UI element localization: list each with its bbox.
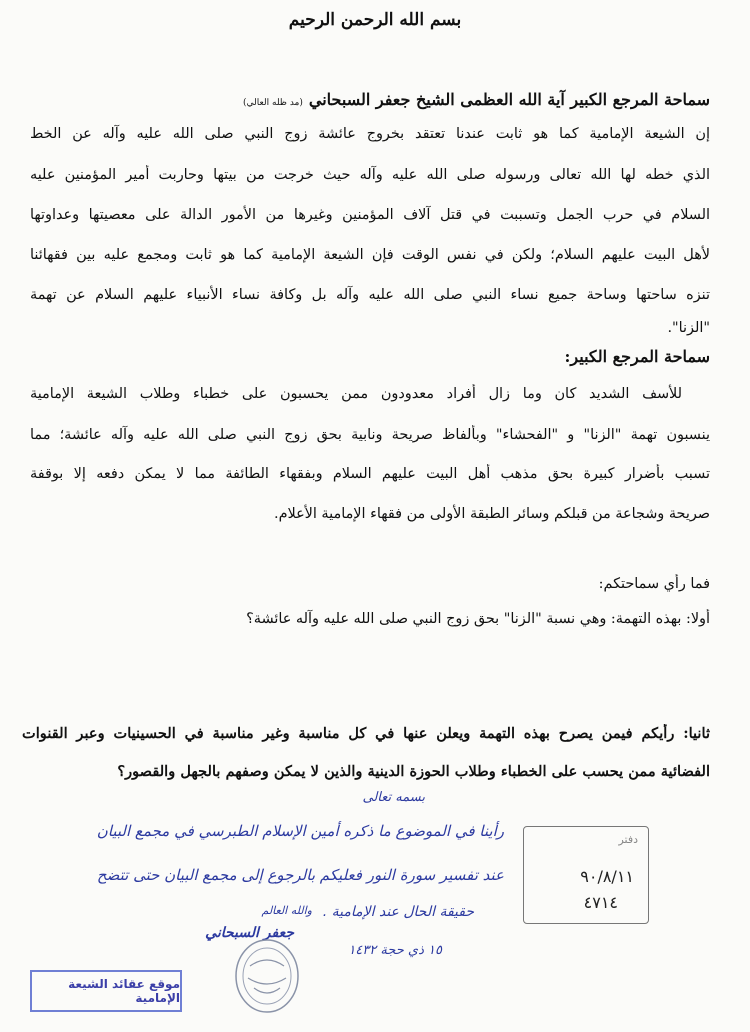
question-two-line: ثانيا: رأيكم فيمن يصرح بهذه التهمة ويعلن عنها في كل مناسبة وغير مناسبة في الحسينيات وعبر القنوات: [22, 725, 710, 742]
site-watermark: موقع عقائد الشيعة الإمامية: [30, 970, 182, 1012]
body-line: للأسف الشديد كان وما زال أفراد معدودون ممن يحسبون على خطباء وطلاب الشيعة الإمامية: [30, 386, 682, 402]
intro-line: إن الشيعة الإمامية كما هو ثابت عندنا تعتقد بخروج عائشة زوج النبي صلى الله عليه وآله عن الخط: [30, 126, 710, 142]
answer-line: عند تفسير سورة النور فعليكم بالرجوع إلى مجمع البيان حتى تتضح: [96, 866, 504, 884]
seal-stamp-icon: [232, 936, 302, 1016]
stamp-date: ٩٠/٨/١١: [580, 867, 634, 886]
office-receipt-stamp: [523, 826, 649, 924]
question-one: أولا: بهذه التهمة: وهي نسبة "الزنا" بحق زوج النبي صلى الله عليه وآله عائشة؟: [246, 611, 710, 627]
intro-line: تنزه ساحتها وساحة جميع نساء النبي صلى الله عليه وآله بل وكافة نساء الأنبياء عليهم السلام عن تهمة: [30, 287, 710, 303]
answer-opening: بسمه تعالى: [362, 790, 425, 805]
addressee-title: سماحة المرجع الكبير آية الله العظمى الشيخ جعفر السبحاني: [308, 90, 710, 109]
body-line: صريحة وشجاعة من قبلكم وسائر الطبقة الأولى من فقهاء الإمامية الأعلام.: [274, 506, 710, 522]
answer-line: رأينا في الموضوع ما ذكره أمين الإسلام الطبرسي في مجمع البيان: [96, 822, 504, 840]
answer-line: حقيقة الحال عند الإمامية .: [322, 904, 474, 920]
question-intro: فما رأي سماحتكم:: [598, 576, 710, 592]
signature: جعفر السبحاني: [205, 925, 294, 941]
question-two-line: الفضائية ممن يحسب على الخطباء وطلاب الحوزة الدينية والذين لا يمكن وصفهم بالجهل والقصور؟: [117, 763, 710, 780]
addressee-line: [243, 90, 710, 109]
stamp-number: ٤٧١٤: [583, 893, 618, 912]
intro-line: السلام في حرب الجمل وتسببت في قتل آلاف المؤمنين وغيرها من الأمور الدالة على معصيتها وعداوتها: [30, 207, 710, 223]
intro-line: لأهل البيت عليهم السلام؛ ولكن في نفس الوقت فإن الشيعة الإمامية كما هو ثابت ومجمع عليه بين فقهائنا: [30, 247, 710, 263]
body-line: تسبب بأضرار كبيرة بحق مذهب أهل البيت عليهم السلام وبفقهاء الطائفة مما لا يمكن دفعه إلا بوقفة: [30, 466, 710, 482]
basmala-header: بسم الله الرحمن الرحيم: [288, 10, 462, 30]
intro-line: "الزنا".: [667, 320, 710, 336]
stamp-office: دفتر: [618, 833, 638, 846]
honorific: (مد ظله العالي): [243, 98, 303, 108]
intro-line: الذي خطه لها الله تعالى ورسوله صلى الله عليه وآله حيث خرجت من بيتها وحاربت أمير المؤمنين عليه: [30, 167, 710, 183]
answer-closing: والله العالم: [261, 904, 312, 917]
salutation: سماحة المرجع الكبير:: [564, 347, 710, 366]
body-line: ينسبون تهمة "الزنا" و "الفحشاء" وبألفاظ صريحة ونابية بحق زوج النبي صلى الله عليه وآله عائشة؛ مما: [30, 427, 710, 443]
answer-date: ١٥ ذي حجة ١٤٣٢: [348, 943, 442, 958]
